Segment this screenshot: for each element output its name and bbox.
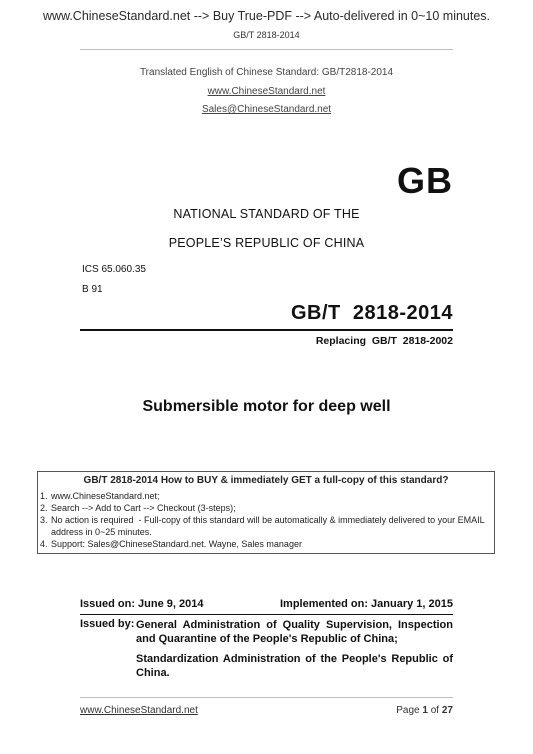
list-item	[38, 502, 491, 514]
page-current: 1	[422, 705, 428, 716]
footer-website-link[interactable]: www.ChineseStandard.net	[80, 705, 198, 716]
issued-on-date: Issued on: June 9, 2014	[80, 598, 204, 610]
national-standard-line-2: PEOPLE’S REPUBLIC OF CHINA	[168, 236, 365, 250]
page-indicator	[396, 705, 453, 716]
implemented-on-date: Implemented on: January 1, 2015	[279, 598, 453, 610]
standard-number-rule	[80, 329, 453, 331]
website-link-text[interactable]: www.ChineseStandard.net	[207, 86, 326, 97]
footer-divider	[80, 697, 453, 698]
purchase-banner[interactable]: www.ChineseStandard.net --> Buy True-PDF --> Auto-delivered in 0~10 minutes.	[42, 9, 491, 23]
website-link[interactable]	[0, 86, 533, 97]
issued-by-label: Issued by:	[80, 618, 135, 630]
page-total: 27	[441, 705, 453, 716]
ics-code: ICS 65.060.35	[82, 264, 146, 275]
buy-instructions-box	[37, 471, 495, 554]
national-standard-line-1: NATIONAL STANDARD OF THE	[173, 207, 360, 221]
issuance-divider	[80, 614, 453, 615]
list-item-text[interactable]: www.ChineseStandard.net;	[51, 491, 160, 501]
ccs-code: B 91	[82, 284, 103, 295]
list-item-number: 2.	[40, 503, 48, 513]
document-title: Submersible motor for deep well	[142, 398, 391, 415]
buy-instructions-title: GB/T 2818-2014 How to BUY & immediately GET a full-copy of this standard?	[83, 475, 449, 486]
list-item-text: Search --> Add to Cart --> Checkout (3-steps);	[51, 503, 236, 513]
buy-instructions-list	[38, 490, 491, 550]
list-item[interactable]	[38, 538, 491, 550]
translation-note: Translated English of Chinese Standard: GB/T2818-2014	[139, 67, 394, 78]
list-item-text[interactable]: Support: Sales@ChineseStandard.net. Wayne, Sales manager	[51, 539, 302, 549]
email-link[interactable]	[0, 104, 533, 115]
list-item-number: 3.	[40, 515, 48, 525]
email-link-text[interactable]: Sales@ChineseStandard.net	[201, 104, 332, 115]
issuer-sac: Standardization Administration of the People's Republic of China.	[136, 653, 453, 679]
list-item-number: 1.	[40, 491, 48, 501]
gb-logo: GB	[397, 160, 453, 201]
page-label: Page	[396, 705, 420, 716]
page-of: of	[430, 705, 440, 716]
list-item-number: 4.	[40, 539, 48, 549]
issuer-aqsiq: General Administration of Quality Supervision, Inspection and Quarantine of the People's Republic of China;	[136, 619, 453, 645]
header-document-number: GB/T 2818-2014	[233, 30, 300, 40]
header-divider	[80, 49, 453, 50]
list-item-text: No action is required - Full-copy of this standard will be automatically & immediately delivered to your EMAIL address in 0~25 minutes.	[51, 515, 487, 537]
replacing-note: Replacing GB/T 2818-2002	[315, 335, 453, 347]
standard-number: GB/T 2818-2014	[290, 302, 453, 324]
list-item	[38, 514, 491, 538]
list-item[interactable]	[38, 490, 491, 502]
